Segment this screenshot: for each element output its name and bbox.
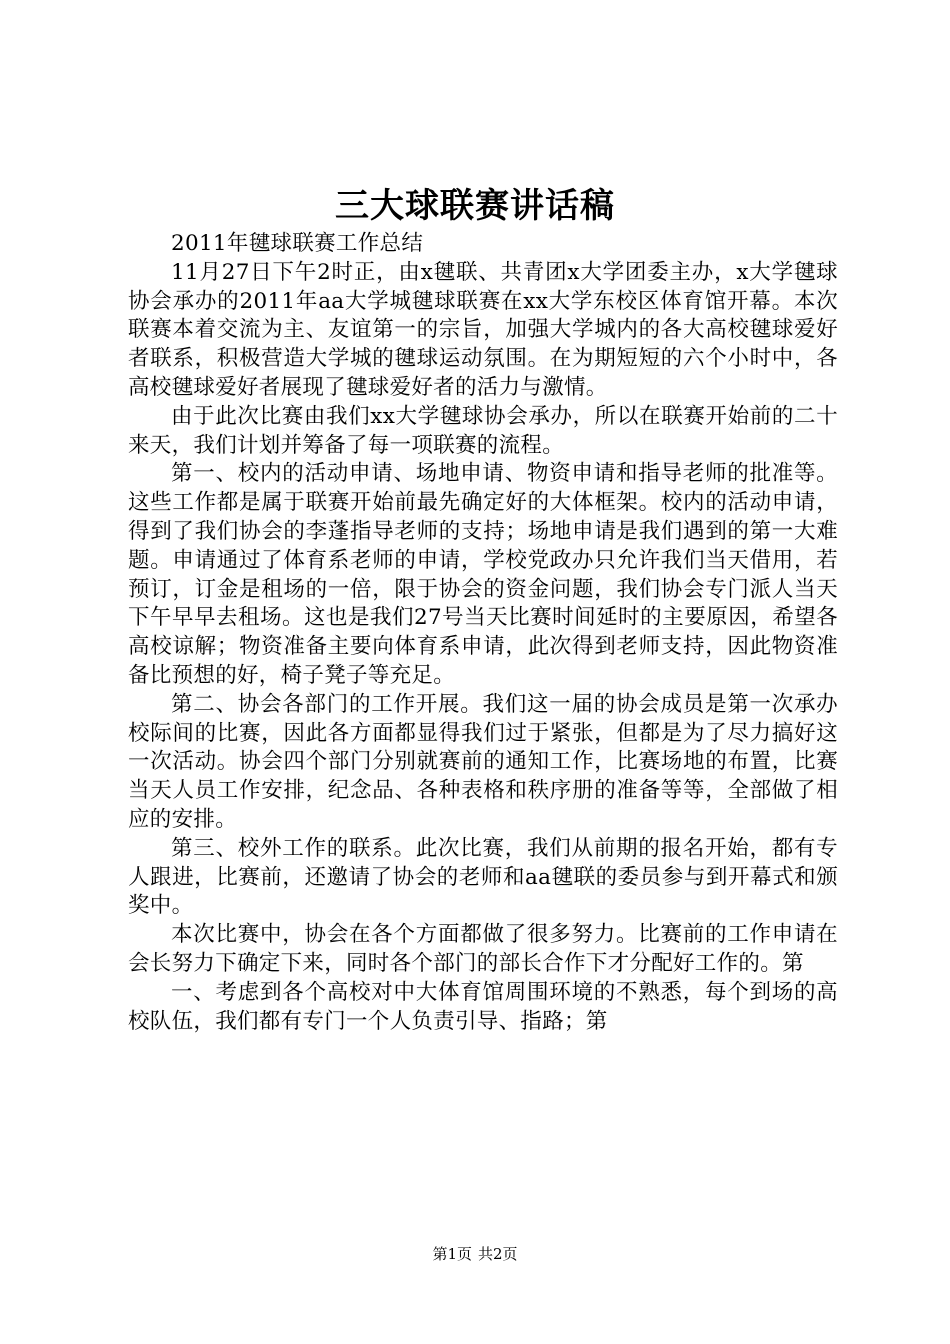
- page-footer: [0, 1244, 950, 1264]
- page-number: 第1页: [432, 1245, 472, 1263]
- paragraph: 11月27日下午2时正，由x毽联、共青团x大学团委主办，x大学毽球协会承办的2011年aa大学城毽球联赛在xx大学东校区体育馆开幕。本次联赛本着交流为主、友谊第一的宗旨，加强大学城内的各大高校毽球爱好者联系，积极营造大学城的毽球运动氛围。在为期短短的六个小时中，各高校毽球爱好者展现了毽球爱好者的活力与激情。: [128, 259, 838, 400]
- paragraph: 2011年毽球联赛工作总结: [171, 231, 424, 256]
- paragraph: 本次比赛中，协会在各个方面都做了很多努力。比赛前的工作申请在会长努力下确定下来，同时各个部门的部长合作下才分配好工作的。第: [128, 922, 838, 976]
- document-title: 三大球联赛讲话稿: [335, 186, 615, 226]
- page-total: 共2页: [478, 1245, 518, 1263]
- paragraph: 一、考虑到各个高校对中大体育馆周围环境的不熟悉，每个到场的高校队伍，我们都有专门一个人负责引导、指路；第: [128, 979, 838, 1034]
- paragraph: 第三、校外工作的联系。此次比赛，我们从前期的报名开始，都有专人跟进，比赛前，还邀请了协会的老师和aa毽联的委员参与到开幕式和颁奖中。: [128, 835, 838, 919]
- paragraph: 第一、校内的活动申请、场地申请、物资申请和指导老师的批准等。这些工作都是属于联赛开始前最先确定好的大体框架。校内的活动申请，得到了我们协会的李蓬指导老师的支持；场地申请是我们遇到的第一大难题。申请通过了体育系老师的申请，学校党政办只允许我们当天借用，若预订，订金是租场的一倍，限于协会的资金问题，我们协会专门派人当天下午早早去租场。这也是我们27号当天比赛时间延时的主要原因，希望各高校谅解；物资准备主要向体育系申请，此次得到老师支持，因此物资准备比预想的好，椅子凳子等充足。: [128, 461, 838, 688]
- paragraph: 由于此次比赛由我们xx大学毽球协会承办，所以在联赛开始前的二十来天，我们计划并筹备了每一项联赛的流程。: [128, 403, 838, 458]
- paragraph: 第二、协会各部门的工作开展。我们这一届的协会成员是第一次承办校际间的比赛，因此各方面都显得我们过于紧张，但都是为了尽力搞好这一次活动。协会四个部门分别就赛前的通知工作，比赛场地的布置，比赛当天人员工作安排，纪念品、各种表格和秩序册的准备等等，全部做了相应的安排。: [128, 691, 838, 832]
- document-body: [128, 230, 838, 1036]
